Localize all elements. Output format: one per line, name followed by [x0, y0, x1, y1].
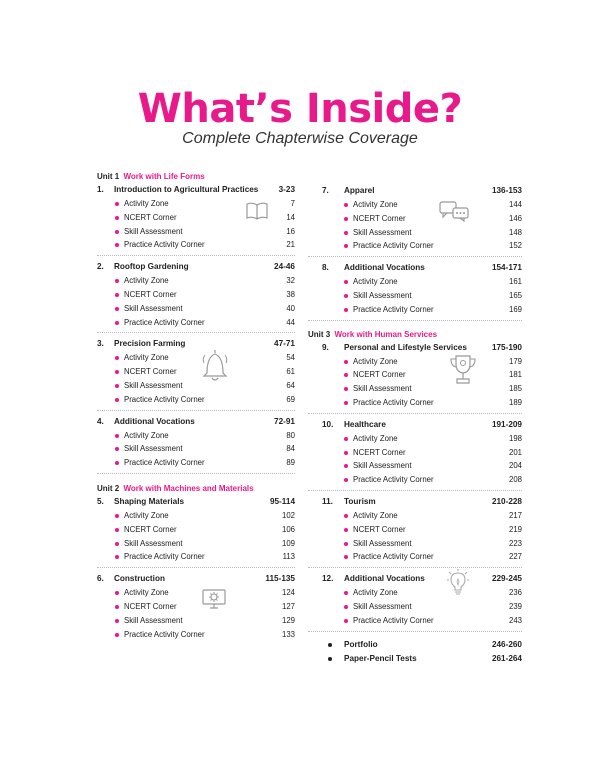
- chapter-3[interactable]: [97, 337, 295, 406]
- chapter-heading: 9. Personal and Lifestyle Services 175-190: [308, 341, 522, 355]
- chapter-title: Introduction to Agricultural Practices: [114, 185, 259, 194]
- bullet-icon: [344, 280, 348, 284]
- bullet-icon: [115, 633, 119, 637]
- bullet-icon: [344, 217, 348, 221]
- unit-heading: Unit 2 Work with Machines and Materials: [97, 483, 254, 493]
- bullet-icon: [344, 437, 348, 441]
- bullet-icon: [344, 360, 348, 364]
- chapter-12[interactable]: [308, 572, 522, 627]
- bullet-icon: [115, 605, 119, 609]
- list-item: NCERT Corner 219: [308, 523, 522, 537]
- chapter-7[interactable]: [308, 184, 522, 253]
- bullet-icon: [344, 401, 348, 405]
- bullet-icon: [115, 555, 119, 559]
- list-item: Practice Activity Corner 169: [308, 303, 522, 317]
- chapter-title: Additional Vocations: [114, 416, 195, 426]
- list-item: NCERT Corner 201: [308, 446, 522, 460]
- chapter-title: Healthcare: [344, 419, 386, 429]
- list-item: NCERT Corner 38: [97, 288, 295, 302]
- chapter-pages: 95-114: [269, 496, 295, 506]
- list-item: Activity Zone 236: [308, 586, 522, 600]
- chapter-pages: 3-23: [278, 185, 295, 194]
- list-item: Skill Assessment 129: [97, 614, 295, 628]
- list-item: Skill Assessment 64: [97, 379, 295, 393]
- bullet-icon: [115, 216, 119, 220]
- chapter-6[interactable]: [97, 572, 295, 641]
- right-column: [308, 184, 522, 666]
- bullet-icon: [344, 464, 348, 468]
- bullet-icon: [115, 202, 119, 206]
- list-item: Activity Zone 54: [97, 351, 295, 365]
- list-item: NCERT Corner 146: [308, 212, 522, 226]
- divider: [97, 332, 295, 333]
- chapter-title: Additional Vocations: [344, 263, 425, 273]
- bullet-icon: [344, 308, 348, 312]
- bullet-icon: [115, 307, 119, 311]
- chapter-heading: 4. Additional Vocations 72-91: [97, 415, 295, 429]
- bullet-icon: [344, 231, 348, 235]
- computer-gear-icon: [201, 588, 227, 610]
- chapter-title: Tourism: [344, 496, 376, 506]
- list-item: Practice Activity Corner 227: [308, 550, 522, 564]
- list-item: NCERT Corner 127: [97, 600, 295, 614]
- chapter-heading: 7. Apparel 136-153: [308, 184, 522, 198]
- bullet-icon: [115, 542, 119, 546]
- list-item: Practice Activity Corner 21: [97, 238, 295, 252]
- list-item: NCERT Corner 181: [308, 368, 522, 382]
- list-item: NCERT Corner 61: [97, 365, 295, 379]
- chapter-pages: 47-71: [274, 339, 295, 349]
- trophy-icon: [448, 353, 478, 387]
- bullet-icon: [115, 279, 119, 283]
- bullet-icon: [344, 528, 348, 532]
- list-item: Activity Zone 32: [97, 274, 295, 288]
- divider: [308, 490, 522, 491]
- divider: [97, 255, 295, 256]
- bullet-icon: [115, 447, 119, 451]
- chapter-heading: 1. Introduction to Agricultural Practices 3-23: [97, 183, 295, 197]
- chapter-pages: 136-153: [491, 186, 522, 195]
- bullet-icon: [344, 244, 348, 248]
- chapter-8[interactable]: [308, 261, 522, 316]
- list-item: Practice Activity Corner 89: [97, 456, 295, 470]
- bullet-icon: [115, 321, 119, 325]
- list-item: Practice Activity Corner 44: [97, 316, 295, 330]
- chapter-1[interactable]: [97, 183, 295, 252]
- chapter-pages: 72-91: [274, 416, 295, 426]
- chapter-heading: 11. Tourism 210-228: [308, 495, 522, 509]
- chapter-pages: 175-190: [491, 342, 522, 352]
- bullet-icon: [344, 373, 348, 377]
- chapter-heading: 8. Additional Vocations 154-171: [308, 261, 522, 275]
- chapter-10[interactable]: [308, 418, 522, 487]
- list-item: Practice Activity Corner 69: [97, 393, 295, 407]
- bullet-icon: [115, 243, 119, 247]
- list-item: Skill Assessment 165: [308, 289, 522, 303]
- chapter-pages: 210-228: [491, 496, 522, 506]
- chapter-heading: 10. Healthcare 191-209: [308, 418, 522, 432]
- divider: [308, 413, 522, 414]
- bullet-icon: [328, 643, 332, 647]
- list-item: Skill Assessment 84: [97, 442, 295, 456]
- chapter-2[interactable]: [97, 260, 295, 329]
- chapter-heading: 6. Construction 115-135: [97, 572, 295, 586]
- bullet-icon: [115, 619, 119, 623]
- divider: [308, 256, 522, 257]
- chapter-pages: 191-209: [491, 419, 522, 429]
- bullet-icon: [115, 434, 119, 438]
- chapter-heading: 12. Additional Vocations 229-245: [308, 572, 522, 586]
- bullet-icon: [115, 591, 119, 595]
- chapter-title: Construction: [114, 574, 165, 584]
- unit-heading: Unit 1 Work with Life Forms: [97, 172, 205, 181]
- divider: [97, 473, 295, 474]
- list-item: Activity Zone 124: [97, 586, 295, 600]
- list-item: Skill Assessment 239: [308, 600, 522, 614]
- bullet-icon: [115, 370, 119, 374]
- list-item: Practice Activity Corner 152: [308, 239, 522, 253]
- list-item: Activity Zone 7: [97, 197, 295, 211]
- list-item: Practice Activity Corner 208: [308, 473, 522, 487]
- list-item: Activity Zone 217: [308, 509, 522, 523]
- paper-pencil-tests-row[interactable]: Paper-Pencil Tests 261-264: [308, 652, 522, 666]
- unit-heading: Unit 3 Work with Human Services: [308, 329, 438, 339]
- bullet-icon: [344, 605, 348, 609]
- list-item: Skill Assessment 109: [97, 537, 295, 551]
- chapter-title: Rooftop Gardening: [114, 262, 189, 272]
- chapter-title: Additional Vocations: [344, 574, 425, 584]
- list-item: Activity Zone 144: [308, 198, 522, 212]
- chapter-4[interactable]: [97, 415, 295, 470]
- list-item: Skill Assessment 223: [308, 537, 522, 551]
- bullet-icon: [344, 451, 348, 455]
- bullet-icon: [344, 555, 348, 559]
- bell-icon: [201, 347, 229, 383]
- bullet-icon: [344, 203, 348, 207]
- bullet-icon: [344, 514, 348, 518]
- bullet-icon: [344, 619, 348, 623]
- bullet-icon: [344, 478, 348, 482]
- list-item: NCERT Corner 106: [97, 523, 295, 537]
- divider: [97, 410, 295, 411]
- bullet-icon: [115, 293, 119, 297]
- list-item: Skill Assessment 204: [308, 459, 522, 473]
- divider: [308, 320, 522, 321]
- list-item: Activity Zone 161: [308, 275, 522, 289]
- bullet-icon: [344, 387, 348, 391]
- bullet-icon: [115, 461, 119, 465]
- bullet-icon: [115, 398, 119, 402]
- bullet-icon: [115, 528, 119, 532]
- bullet-icon: [344, 542, 348, 546]
- chapter-pages: 115-135: [265, 574, 295, 584]
- divider: [308, 567, 522, 568]
- chapter-title: Personal and Lifestyle Services: [344, 342, 467, 352]
- divider: [308, 631, 522, 632]
- list-item: Practice Activity Corner 113: [97, 550, 295, 564]
- bullet-icon: [328, 657, 332, 661]
- page-title: What’s Inside?: [137, 86, 463, 132]
- chat-bubbles-icon: [438, 200, 470, 222]
- lightbulb-icon: [446, 568, 470, 596]
- list-item: Practice Activity Corner 243: [308, 614, 522, 628]
- chapter-title: Apparel: [344, 186, 375, 195]
- list-item: Practice Activity Corner 133: [97, 628, 295, 642]
- portfolio-row[interactable]: Portfolio 246-260: [308, 638, 522, 652]
- chapter-heading: 3. Precision Farming 47-71: [97, 337, 295, 351]
- chapter-heading: 2. Rooftop Gardening 24-46: [97, 260, 295, 274]
- list-item: Skill Assessment 185: [308, 382, 522, 396]
- bullet-icon: [115, 514, 119, 518]
- list-item: Skill Assessment 40: [97, 302, 295, 316]
- list-item: Skill Assessment 16: [97, 225, 295, 239]
- page-subtitle: Complete Chapterwise Coverage: [182, 130, 418, 147]
- list-item: NCERT Corner 14: [97, 211, 295, 225]
- chapter-9[interactable]: [308, 341, 522, 410]
- list-item: Activity Zone 198: [308, 432, 522, 446]
- list-item: Skill Assessment 148: [308, 226, 522, 240]
- list-item: Activity Zone 80: [97, 429, 295, 443]
- list-item: Activity Zone 102: [97, 509, 295, 523]
- chapter-11[interactable]: [308, 495, 522, 564]
- bullet-icon: [344, 591, 348, 595]
- list-item: Activity Zone 179: [308, 355, 522, 369]
- chapter-title: Shaping Materials: [114, 496, 185, 506]
- book-icon: [245, 201, 269, 221]
- bullet-icon: [115, 356, 119, 360]
- bullet-icon: [115, 230, 119, 234]
- bullet-icon: [115, 384, 119, 388]
- left-column: [97, 170, 295, 641]
- chapter-title: Precision Farming: [114, 339, 186, 349]
- chapter-heading: 5. Shaping Materials 95-114: [97, 495, 295, 509]
- chapter-5[interactable]: [97, 495, 295, 564]
- chapter-pages: 154-171: [491, 263, 522, 273]
- bullet-icon: [344, 294, 348, 298]
- chapter-pages: 229-245: [491, 574, 522, 584]
- divider: [97, 567, 295, 568]
- chapter-pages: 24-46: [274, 262, 295, 272]
- list-item: Practice Activity Corner 189: [308, 396, 522, 410]
